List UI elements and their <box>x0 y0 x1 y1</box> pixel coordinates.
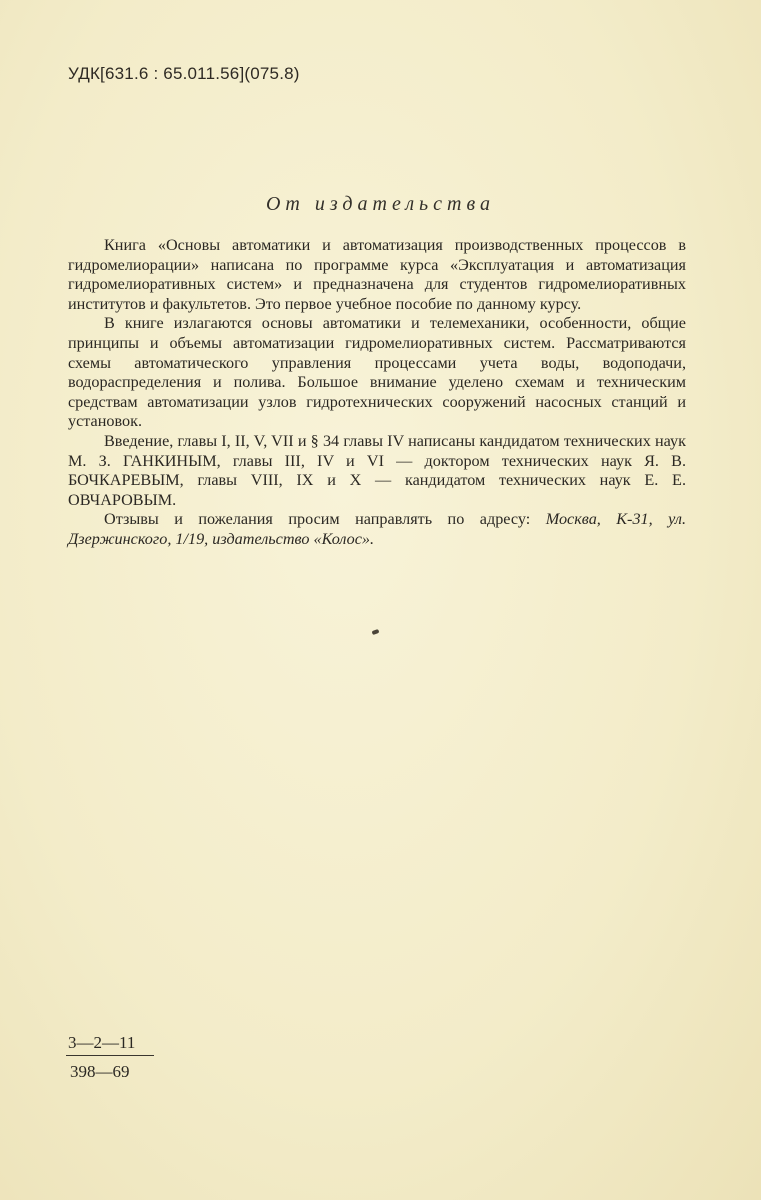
catalog-code-bottom: 398—69 <box>70 1062 130 1081</box>
ornament-mark <box>372 629 380 635</box>
feedback-lead: Отзывы и пожелания просим направлять по адресу: <box>104 510 546 529</box>
publisher-note <box>68 236 686 550</box>
paragraph-3: Введение, главы I, II, V, VII и § 34 главы IV написаны кандидатом технических наук М. З. ГАНКИНЫМ, главы III, IV и VI — доктором технических наук Я. В. БОЧКАРЕВЫМ, главы VIII, IX и X — кандидатом технических наук Е. Е. ОВЧАРОВЫМ. <box>68 431 686 509</box>
publisher-address: Москва, К-31, ул. Дзержинского, 1/19, издательство «Колос». <box>68 510 686 548</box>
code-divider <box>66 1055 154 1056</box>
paragraph-2: В книге излагаются основы автоматики и телемеханики, особенности, общие принципы и объемы автоматизации гидромелиоративных систем. Рассматриваются схемы автоматического управления процессами учета воды, водоподачи, водораспределения и полива. Большое внимание уделено схемам и техническим средствам автоматизации узлов гидротехнических сооружений насосных станций и установок. <box>68 314 686 431</box>
paragraph-1: Книга «Основы автоматики и автоматизация производственных процессов в гидромелиорации» написана по программе курса «Эксплуатация и автоматизация гидромелиоративных систем» и предназначена для студентов гидромелиоративных институтов и факультетов. Это первое учебное пособие по данному курсу. <box>68 236 686 313</box>
paragraph-4 <box>68 510 686 549</box>
udk-classification: УДК[631.6 : 65.011.56](075.8) <box>68 64 300 83</box>
catalog-code-top: 3—2—11 <box>68 1033 136 1052</box>
section-heading: От издательства <box>265 193 496 215</box>
